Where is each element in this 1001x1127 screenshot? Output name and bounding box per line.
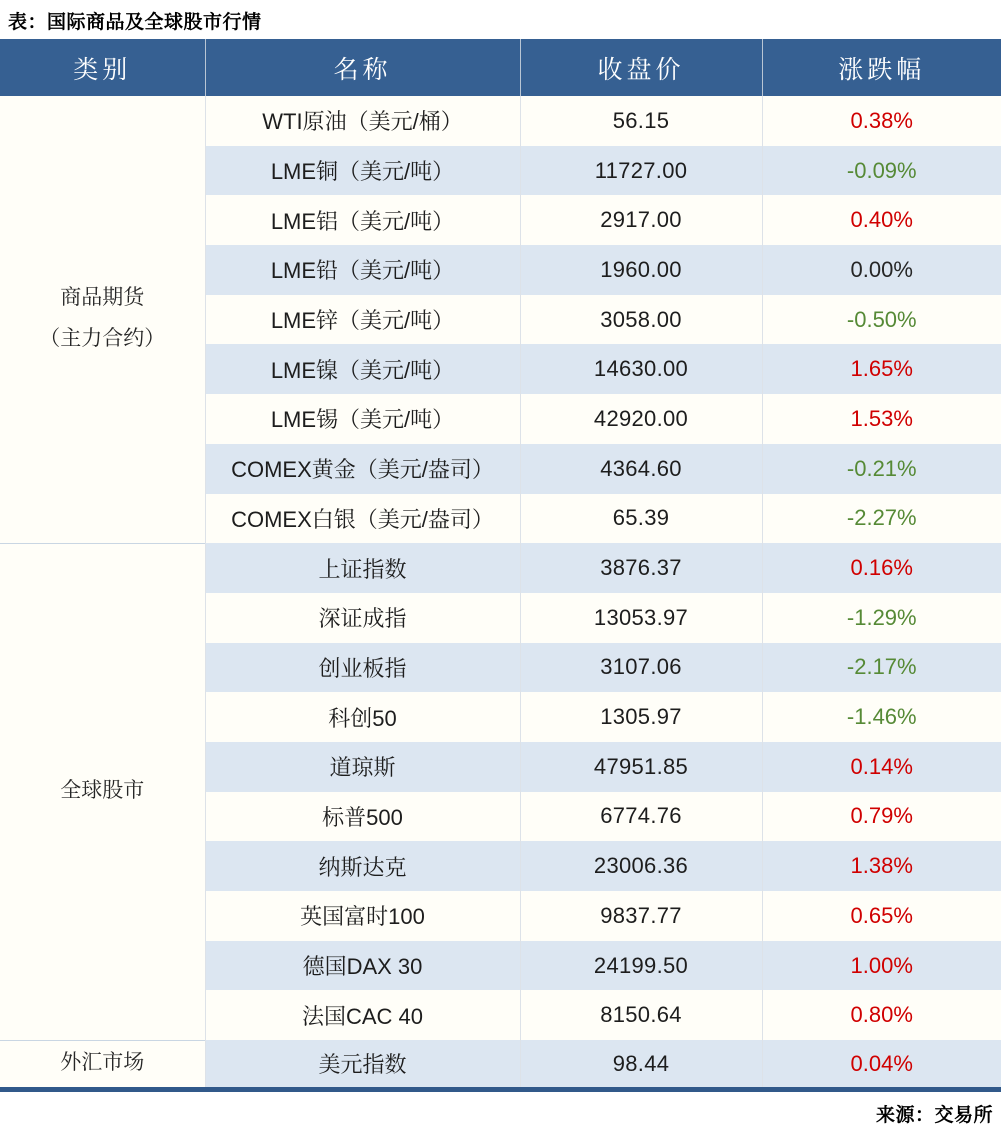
change-cell: 0.38% <box>762 96 1001 146</box>
change-cell: 0.79% <box>762 792 1001 842</box>
name-cell: 上证指数 <box>205 543 520 593</box>
close-cell: 65.39 <box>520 494 762 544</box>
close-cell: 23006.36 <box>520 841 762 891</box>
name-cell: 美元指数 <box>205 1040 520 1090</box>
name-cell: LME镍（美元/吨） <box>205 344 520 394</box>
table-row <box>0 543 1001 593</box>
change-cell: -1.29% <box>762 593 1001 643</box>
change-cell: -0.09% <box>762 146 1001 196</box>
category-cell <box>0 1040 205 1090</box>
close-cell: 9837.77 <box>520 891 762 941</box>
change-cell: -0.21% <box>762 444 1001 494</box>
close-cell: 14630.00 <box>520 344 762 394</box>
change-cell: 0.00% <box>762 245 1001 295</box>
change-cell: -1.46% <box>762 692 1001 742</box>
name-cell: COMEX白银（美元/盎司） <box>205 494 520 544</box>
table-header <box>0 39 1001 96</box>
change-cell: 0.65% <box>762 891 1001 941</box>
category-line: 全球股市 <box>60 779 145 803</box>
change-cell: 1.53% <box>762 394 1001 444</box>
name-cell: 科创50 <box>205 692 520 742</box>
table-body <box>0 96 1001 1090</box>
close-cell: 1960.00 <box>520 245 762 295</box>
change-cell: 1.00% <box>762 941 1001 991</box>
column-header-change: 涨跌幅 <box>762 39 1001 96</box>
column-header-name: 名称 <box>205 39 520 96</box>
name-cell: 法国CAC 40 <box>205 990 520 1040</box>
change-cell: -2.27% <box>762 494 1001 544</box>
category-cell <box>0 96 205 543</box>
change-cell: -2.17% <box>762 643 1001 693</box>
quote-table <box>0 39 1001 1092</box>
change-cell: 0.80% <box>762 990 1001 1040</box>
name-cell: COMEX黄金（美元/盎司） <box>205 444 520 494</box>
close-cell: 24199.50 <box>520 941 762 991</box>
name-cell: 深证成指 <box>205 593 520 643</box>
close-cell: 13053.97 <box>520 593 762 643</box>
close-cell: 11727.00 <box>520 146 762 196</box>
name-cell: LME锌（美元/吨） <box>205 295 520 345</box>
close-cell: 8150.64 <box>520 990 762 1040</box>
close-cell: 3058.00 <box>520 295 762 345</box>
change-cell: 0.16% <box>762 543 1001 593</box>
category-line: （主力合约） <box>39 327 166 351</box>
name-cell: LME铝（美元/吨） <box>205 195 520 245</box>
category-line: 商品期货 <box>60 286 145 310</box>
change-cell: 0.04% <box>762 1040 1001 1090</box>
name-cell: LME锡（美元/吨） <box>205 394 520 444</box>
change-cell: 1.38% <box>762 841 1001 891</box>
change-cell: 1.65% <box>762 344 1001 394</box>
name-cell: 纳斯达克 <box>205 841 520 891</box>
table-row <box>0 96 1001 146</box>
close-cell: 4364.60 <box>520 444 762 494</box>
name-cell: 创业板指 <box>205 643 520 693</box>
name-cell: WTI原油（美元/桶） <box>205 96 520 146</box>
close-cell: 3107.06 <box>520 643 762 693</box>
column-header-category: 类别 <box>0 39 205 96</box>
close-cell: 1305.97 <box>520 692 762 742</box>
source-note: 来源：交易所 <box>875 1105 993 1127</box>
table-row <box>0 1040 1001 1090</box>
close-cell: 2917.00 <box>520 195 762 245</box>
close-cell: 98.44 <box>520 1040 762 1090</box>
category-line: 外汇市场 <box>60 1051 145 1075</box>
close-cell: 3876.37 <box>520 543 762 593</box>
name-cell: 英国富时100 <box>205 891 520 941</box>
change-cell: 0.40% <box>762 195 1001 245</box>
category-cell <box>0 543 205 1040</box>
name-cell: 道琼斯 <box>205 742 520 792</box>
table-title: 表：国际商品及全球股市行情 <box>8 12 262 33</box>
change-cell: -0.50% <box>762 295 1001 345</box>
close-cell: 56.15 <box>520 96 762 146</box>
name-cell: 标普500 <box>205 792 520 842</box>
close-cell: 42920.00 <box>520 394 762 444</box>
column-header-close: 收盘价 <box>520 39 762 96</box>
name-cell: 德国DAX 30 <box>205 941 520 991</box>
name-cell: LME铜（美元/吨） <box>205 146 520 196</box>
close-cell: 6774.76 <box>520 792 762 842</box>
header-row <box>0 39 1001 96</box>
change-cell: 0.14% <box>762 742 1001 792</box>
close-cell: 47951.85 <box>520 742 762 792</box>
name-cell: LME铅（美元/吨） <box>205 245 520 295</box>
